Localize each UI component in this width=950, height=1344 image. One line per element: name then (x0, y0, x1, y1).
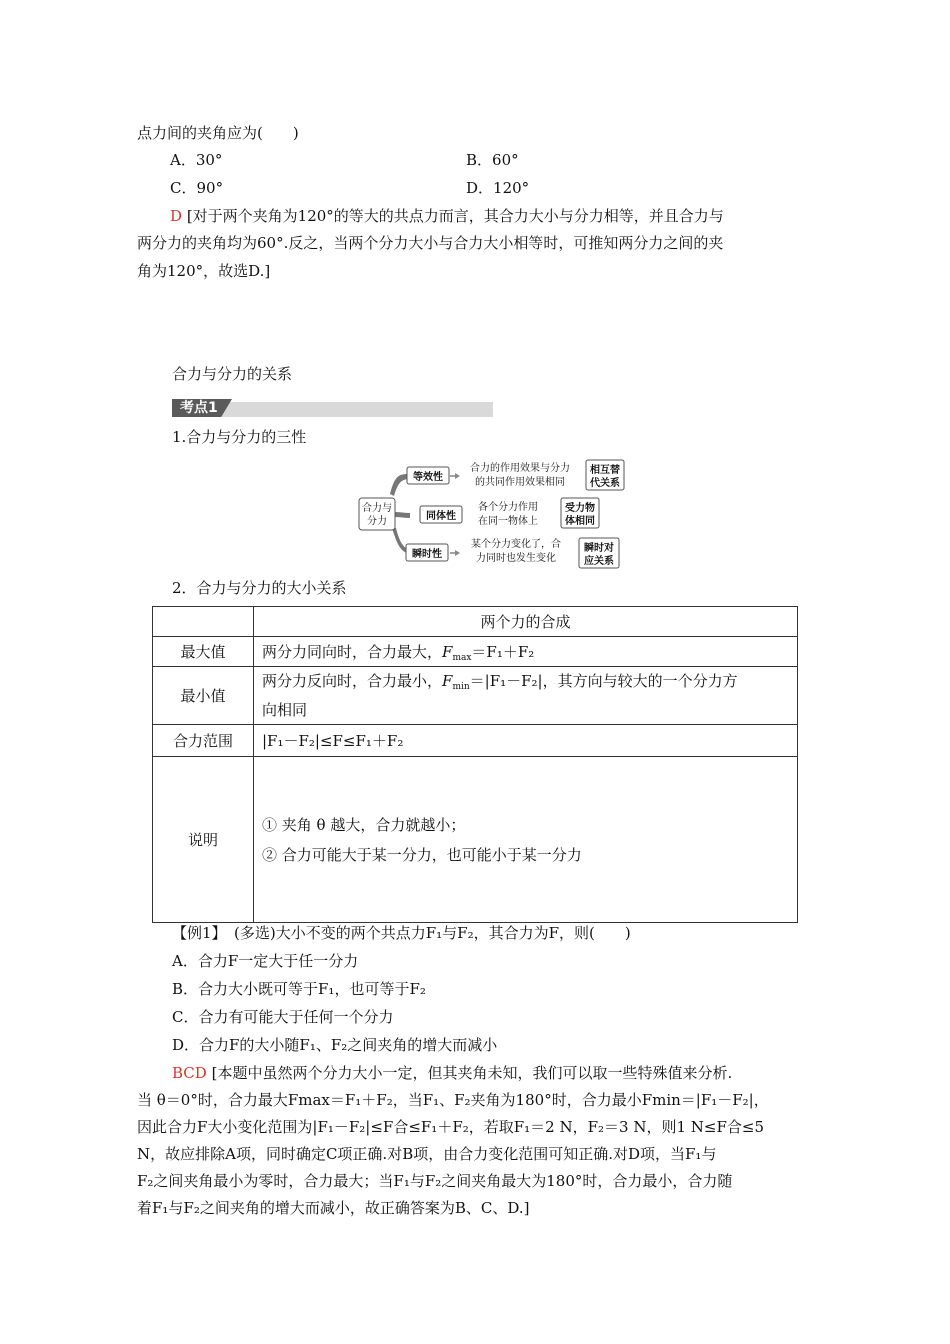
table-corner (153, 607, 254, 637)
answer-key: D (170, 207, 183, 225)
example-answer-line (172, 1060, 732, 1086)
table-row (153, 607, 798, 637)
branch-tag: 代关系 (590, 478, 620, 489)
branch-desc: 在同一物体上 (478, 516, 538, 527)
branch-tag: 体相同 (565, 516, 595, 527)
table-header: 两个力的合成 (254, 607, 798, 637)
example-explanation: F₂之间夹角最小为零时，合力最大；当F₁与F₂之间夹角最大为180°时，合力最小，合力随 (137, 1172, 733, 1190)
example-option-b: B．合力大小既可等于F₁，也可等于F₂ (172, 980, 426, 998)
branch-name: 同体性 (426, 511, 456, 522)
example-option-d: D．合力F的大小随F₁、F₂之间夹角的增大而减小 (172, 1036, 498, 1054)
row-value: |F₁－F₂|≤F≤F₁＋F₂ (254, 725, 798, 757)
explanation-line: 两分力的夹角均为60°.反之，当两个分力大小与合力大小相等时，可推知两分力之间的夹 (137, 234, 724, 252)
section-title: 合力与分力的关系 (172, 365, 293, 383)
subheading-2: 2．合力与分力的大小关系 (172, 579, 347, 597)
table-row (153, 637, 798, 667)
row-value: 两分力反向时，合力最小，$F_{min}=|F_1-F_2|$，其方向与较大的一个分力方 向相同 (254, 667, 798, 725)
row-label: 最小值 (153, 667, 254, 725)
relation-table (152, 606, 798, 923)
mind-center-1: 合力与 (362, 503, 392, 514)
kaodian-badge (172, 399, 493, 417)
example-explanation: 因此合力F大小变化范围为|F₁－F₂|≤F合≤F₁＋F₂，若取F₁＝2 N，F₂＝3 N，则1 N≤F合≤5 (137, 1118, 764, 1136)
branch-desc: 力同时也发生变化 (476, 553, 556, 564)
row-value: ① 夹角 θ 越大，合力就越小； ② 合力可能大于某一分力，也可能小于某一分力 (254, 757, 798, 923)
question-stem: 点力间的夹角应为( ) (137, 124, 299, 142)
answer-line (170, 203, 724, 229)
explanation-line: 角为120°，故选D.] (137, 262, 271, 280)
branch-tag: 瞬时对 (584, 543, 614, 554)
example-explanation: 着F₁与F₂之间夹角的增大而减小，故正确答案为B、C、D.] (137, 1199, 530, 1217)
row-label: 说明 (153, 757, 254, 923)
row-label: 合力范围 (153, 725, 254, 757)
table-row (153, 757, 798, 923)
example-explanation: [本题中虽然两个分力大小一定，但其夹角未知，我们可以取一些特殊值来分析. (211, 1064, 733, 1082)
example-explanation: N，故应排除A项，同时确定C项正确.对B项，由合力变化范围可知正确.对D项，当F₁与 (137, 1145, 717, 1163)
example-option-c: C．合力有可能大于任何一个分力 (172, 1008, 394, 1026)
branch-desc: 合力的作用效果与分力 (470, 463, 570, 474)
explanation-line: [对于两个夹角为120°的等大的共点力而言，其合力大小与分力相等，并且合力与 (186, 207, 724, 225)
branch-desc: 某个分力变化了，合 (471, 539, 561, 550)
branch-tag: 应关系 (584, 556, 614, 567)
option-c: C．90° (170, 179, 224, 197)
table-row (153, 667, 798, 725)
option-d: D．120° (466, 179, 530, 197)
example-answer-key: BCD (172, 1064, 207, 1082)
mind-center-2: 分力 (367, 516, 387, 527)
example-explanation: 当 θ＝0°时，合力最大Fmax＝F₁＋F₂，当F₁、F₂夹角为180°时，合力最小Fmin＝|F₁－F₂|， (137, 1091, 769, 1109)
subheading-1: 1.合力与分力的三性 (172, 428, 307, 446)
row-value: 两分力同向时，合力最大，$F_{max}=F_1+F_2$ (254, 637, 798, 667)
branch-tag: 受力物 (565, 503, 595, 514)
branch-tag: 相互替 (590, 465, 620, 476)
branch-name: 瞬时性 (412, 549, 442, 560)
kaodian-label: 考点1 (180, 400, 218, 416)
option-b: B．60° (466, 151, 519, 169)
option-a: A．30° (170, 151, 223, 169)
branch-desc: 的共同作用效果相同 (475, 477, 565, 488)
example-option-a: A．合力F一定大于任一分力 (172, 952, 359, 970)
row-label: 最大值 (153, 637, 254, 667)
table-row (153, 725, 798, 757)
branch-name: 等效性 (413, 472, 443, 483)
mind-map (350, 456, 630, 570)
branch-desc: 各个分力作用 (478, 502, 538, 513)
example-head: 【例1】 (多选)大小不变的两个共点力F₁与F₂，其合力为F，则( ) (172, 924, 631, 942)
